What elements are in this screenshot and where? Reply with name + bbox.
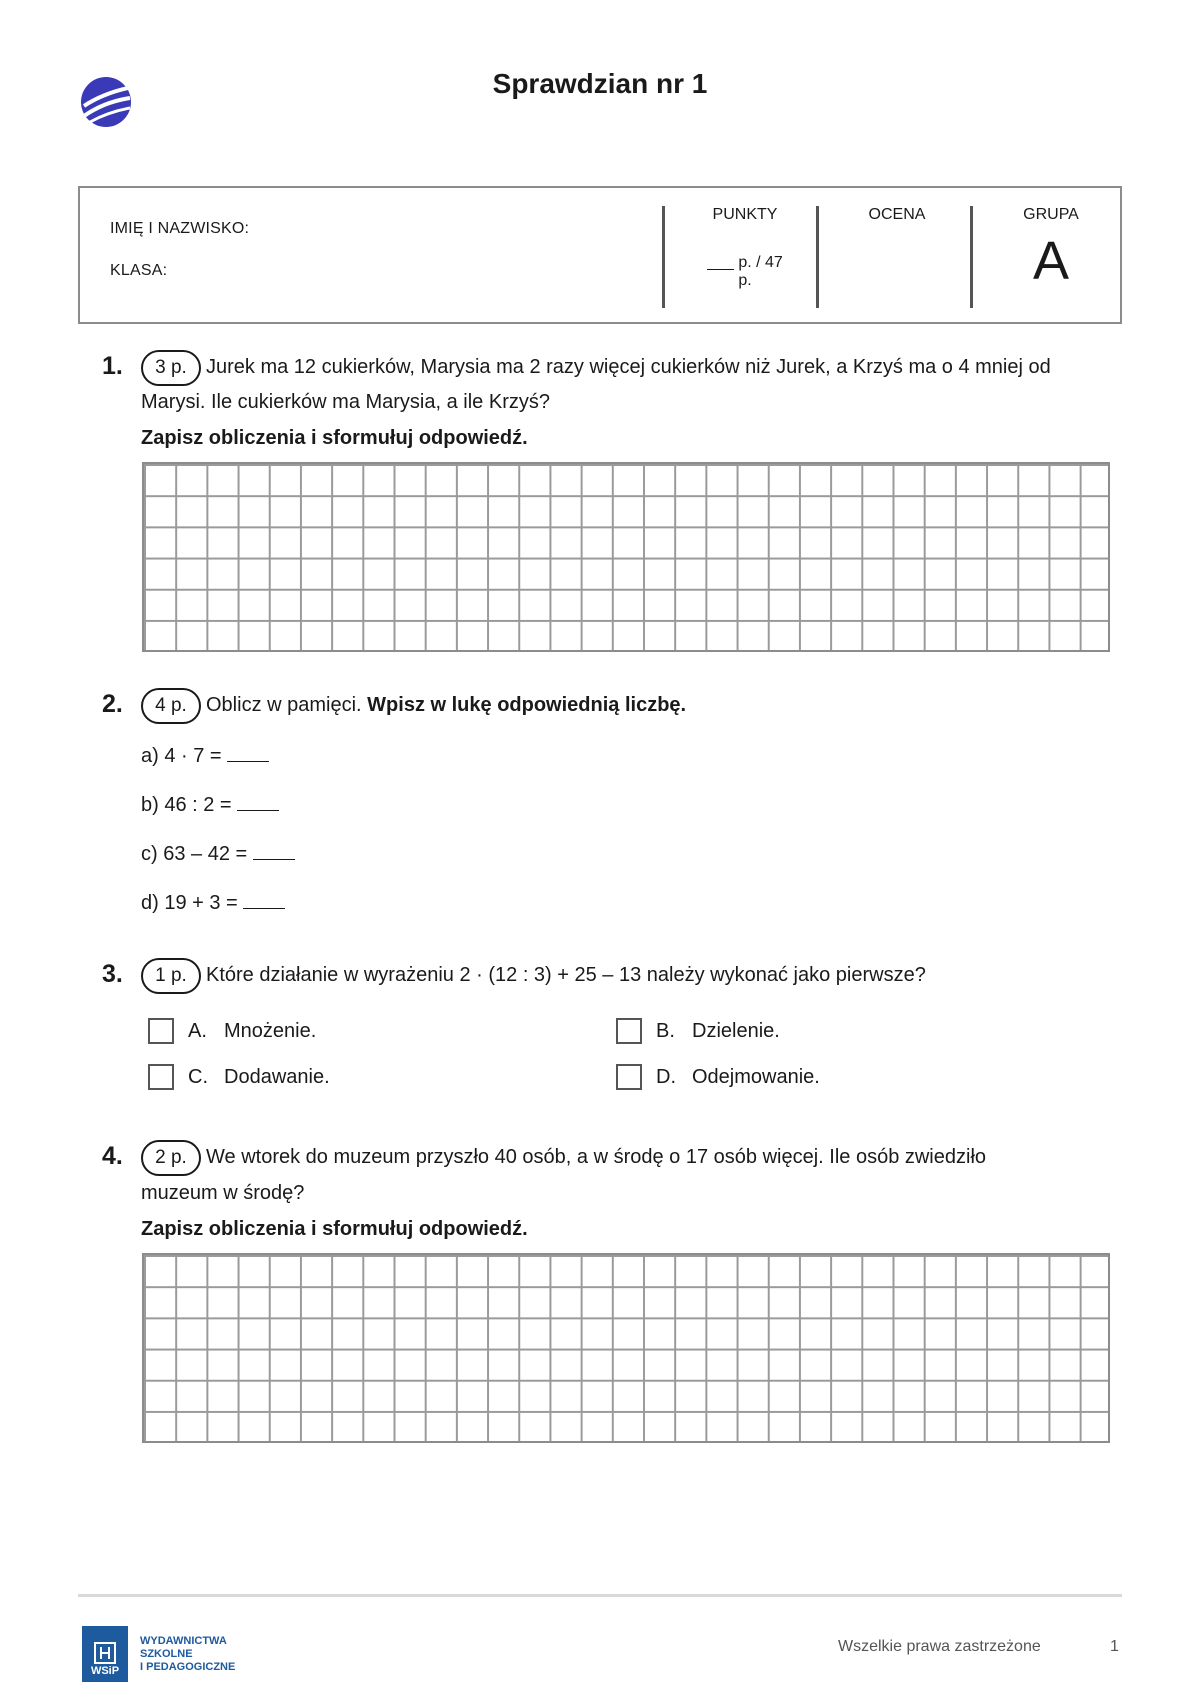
option-label: Mnożenie. <box>224 1019 317 1042</box>
publisher-name-line: SZKOLNE <box>140 1647 193 1660</box>
checkbox[interactable] <box>148 1064 174 1090</box>
task-number: 1. <box>102 352 123 380</box>
answer-option-c[interactable] <box>148 1064 330 1090</box>
task-number: 4. <box>102 1142 123 1170</box>
separator <box>816 206 819 308</box>
option-letter: C. <box>188 1065 208 1088</box>
task-instruction: Zapisz obliczenia i sformułuj odpowiedź. <box>141 1218 528 1240</box>
task-number: 2. <box>102 690 123 718</box>
answer-blank[interactable] <box>243 891 285 909</box>
answer-option-a[interactable] <box>148 1018 316 1044</box>
answer-blank[interactable] <box>227 744 269 762</box>
points-value: ___ p. / 47 <box>707 254 783 271</box>
publisher-logo-mark <box>82 1626 128 1682</box>
publisher-logo <box>82 1626 235 1682</box>
page-title: Sprawdzian nr 1 <box>492 68 708 99</box>
calculation-item <box>141 842 295 866</box>
grade-column <box>824 206 970 224</box>
answer-option-d[interactable] <box>616 1064 820 1090</box>
student-info-box <box>78 186 1122 324</box>
group-label: GRUPA <box>1023 206 1079 223</box>
option-letter: A. <box>188 1019 207 1042</box>
separator <box>662 206 665 308</box>
option-label: Dzielenie. <box>692 1019 780 1042</box>
points-label: PUNKTY <box>712 206 778 223</box>
calculation-item <box>141 891 285 915</box>
task-text: Jurek ma 12 cukierków, Marysia ma 2 razy więcej cukierków niż Jurek, a Krzyś ma o 4 mniej od <box>206 356 1051 378</box>
answer-blank[interactable] <box>253 842 295 860</box>
option-label: Dodawanie. <box>224 1065 330 1088</box>
task-text: muzeum w środę? <box>141 1182 305 1204</box>
calculation-text: c) 63 – 42 = <box>141 843 248 865</box>
checkbox[interactable] <box>616 1064 642 1090</box>
checkbox[interactable] <box>616 1018 642 1044</box>
task-instruction: Wpisz w lukę odpowiednią liczbę. <box>367 694 687 716</box>
task-text: Które działanie w wyrażeniu 2 · (12 : 3) + 25 – 13 należy wykonać jako pierwsze? <box>206 964 926 986</box>
group-letter: A <box>1032 231 1070 291</box>
calculation-item <box>141 793 279 817</box>
group-column <box>978 206 1124 224</box>
answer-option-b[interactable] <box>616 1018 780 1044</box>
calculation-text: a) 4 · 7 = <box>141 745 222 767</box>
points-badge: 4 p. <box>141 688 201 724</box>
answer-grid[interactable] <box>142 1253 1110 1443</box>
publisher-name-line: WYDAWNICTWA <box>140 1634 227 1647</box>
task-text: We wtorek do muzeum przyszło 40 osób, a w środę o 17 osób więcej. Ile osób zwiedziło <box>206 1146 987 1168</box>
task-instruction: Zapisz obliczenia i sformułuj odpowiedź. <box>141 427 528 449</box>
task-text <box>206 688 686 723</box>
checkbox[interactable] <box>148 1018 174 1044</box>
task-text-plain: Oblicz w pamięci. <box>206 694 362 716</box>
name-label: IMIĘ I NAZWISKO: <box>110 220 250 237</box>
publisher-emblem-icon <box>93 1641 117 1665</box>
answer-grid[interactable] <box>142 462 1110 652</box>
option-letter: D. <box>656 1065 676 1088</box>
calculation-item <box>141 744 269 768</box>
option-letter: B. <box>656 1019 675 1042</box>
option-label: Odejmowanie. <box>692 1065 820 1088</box>
answer-blank[interactable] <box>237 793 279 811</box>
points-column <box>670 206 820 290</box>
publisher-short-name: WSiP <box>90 1665 120 1677</box>
calculation-text: b) 46 : 2 = <box>141 794 232 816</box>
points-badge: 3 p. <box>141 350 201 386</box>
task-text: Marysi. Ile cukierków ma Marysia, a ile Krzyś? <box>141 391 550 413</box>
class-label: KLASA: <box>110 262 168 279</box>
task-number: 3. <box>102 960 123 988</box>
publisher-name <box>140 1635 235 1674</box>
calculation-text: d) 19 + 3 = <box>141 892 238 914</box>
grade-label: OCENA <box>868 206 926 223</box>
points-badge: 2 p. <box>141 1140 201 1176</box>
points-unit: p. <box>738 272 752 289</box>
separator <box>970 206 973 308</box>
points-badge: 1 p. <box>141 958 201 994</box>
copyright-notice: Wszelkie prawa zastrzeżone <box>838 1638 1041 1655</box>
publisher-name-line: I PEDAGOGICZNE <box>140 1660 236 1673</box>
page-number: 1 <box>1110 1638 1119 1655</box>
footer-divider <box>78 1594 1122 1597</box>
